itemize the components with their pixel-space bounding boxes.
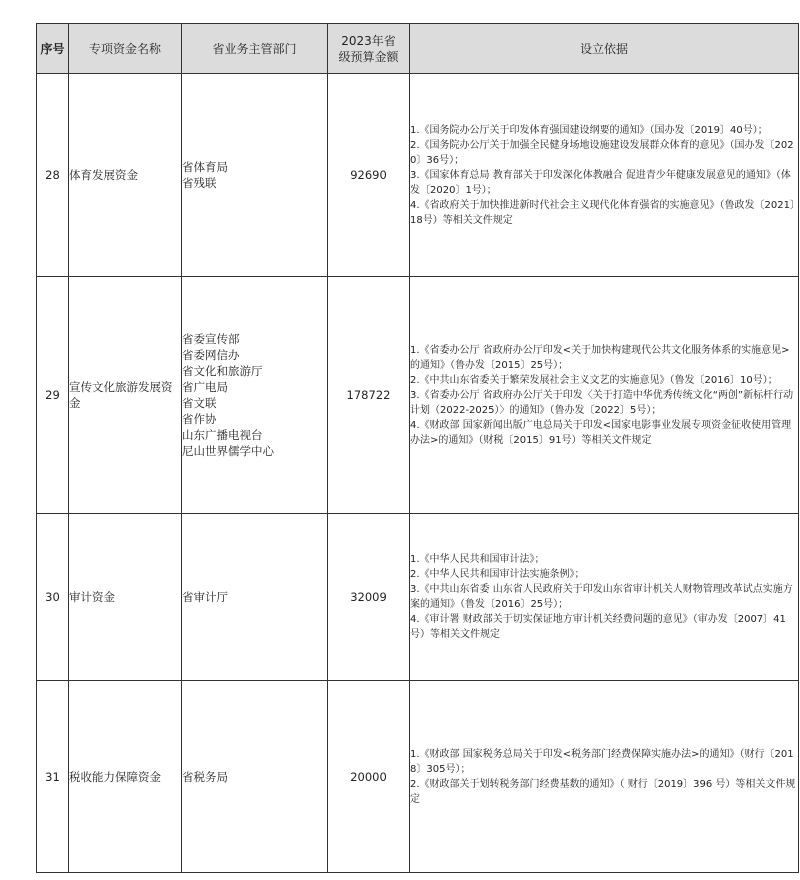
basis-line: 2.《中共山东省委关于繁荣发展社会主义文艺的实施意见》（鲁发〔2016〕10号）；: [410, 374, 778, 386]
row-amount: 32009: [328, 514, 410, 681]
department-line: 省残联: [182, 176, 217, 190]
row-departments: [182, 74, 328, 277]
table-row: [37, 277, 799, 514]
row-fund-name: 体育发展资金: [69, 74, 182, 277]
basis-line: 1.《财政部 国家税务总局关于印发<税务部门经费保障实施办法>的通知》（财行〔2018〕305号）；: [410, 748, 794, 775]
row-fund-name: 税收能力保障资金: [69, 681, 182, 873]
row-basis: [410, 681, 799, 873]
row-departments: [182, 277, 328, 514]
row-seq: 31: [37, 681, 69, 873]
basis-line: 4.《审计署 财政部关于切实保证地方审计机关经费问题的意见》（审办发〔2007〕41号）等相关文件规定: [410, 614, 786, 640]
row-amount: 92690: [328, 74, 410, 277]
row-fund-name: 宣传文化旅游发展资金: [69, 277, 182, 514]
basis-line: 1.《中华人民共和国审计法》；: [410, 554, 545, 565]
row-amount: 20000: [328, 681, 410, 873]
department-line: 省委网信办: [182, 348, 240, 362]
basis-line: 3.《中共山东省委 山东省人民政府关于印发山东省审计机关人财物管理改革试点实施方案的通知》（鲁发〔2016〕25号）；: [410, 584, 793, 610]
basis-line: 2.《中华人民共和国审计法实施条例》；: [410, 569, 585, 580]
basis-line: 1.《国务院办公厅关于印发体育强国建设纲要的通知》（国办发〔2019〕40号）；: [410, 124, 768, 136]
funds-table: [36, 23, 799, 873]
department-line: 省审计厅: [182, 590, 228, 604]
row-departments: [182, 681, 328, 873]
basis-line: 2.《财政部关于划转税务部门经费基数的通知》（ 财行〔2019〕396 号）等相关文件规定: [410, 778, 796, 805]
row-seq: 28: [37, 74, 69, 277]
basis-line: 1.《省委办公厅 省政府办公厅印发<关于加快构建现代公共文化服务体系的实施意见>的通知》（鲁办发〔2015〕25号）；: [410, 344, 790, 371]
basis-line: 3.《国家体育总局 教育部关于印发深化体教融合 促进青少年健康发展意见的通知》（体发〔2020〕1号）；: [410, 169, 791, 196]
header-seq: 序号: [37, 24, 69, 74]
department-line: 省广电局: [182, 380, 228, 394]
department-line: 省体育局: [182, 160, 228, 174]
header-department: 省业务主管部门: [182, 24, 328, 74]
department-line: 省税务局: [182, 769, 228, 784]
department-line: 尼山世界儒学中心: [182, 444, 274, 458]
row-amount: 178722: [328, 277, 410, 514]
table-row: [37, 514, 799, 681]
header-basis: 设立依据: [410, 24, 799, 74]
basis-line: 4.《省政府关于加快推进新时代社会主义现代化体育强省的实施意见》（鲁政发〔2021〕18号）等相关文件规定: [410, 199, 795, 226]
department-line: 省委宣传部: [182, 332, 240, 346]
department-line: 省文化和旅游厅: [182, 364, 263, 378]
row-basis: [410, 514, 799, 681]
basis-line: 3.《省委办公厅 省政府办公厅关于印发〈关于打造中华优秀传统文化“两创”新标杆行动计划（2022-2025）〉的通知》（鲁办发〔2022〕5号）；: [410, 389, 794, 416]
row-seq: 30: [37, 514, 69, 681]
department-line: 省作协: [182, 412, 217, 426]
row-basis: [410, 277, 799, 514]
basis-line: 2.《国务院办公厅关于加强全民健身场地设施建设发展群众体育的意见》（国办发〔2020〕36号）；: [410, 139, 794, 166]
header-fund-name: 专项资金名称: [69, 24, 182, 74]
row-fund-name: 审计资金: [69, 514, 182, 681]
row-basis: [410, 74, 799, 277]
row-seq: 29: [37, 277, 69, 514]
department-line: 省文联: [182, 396, 217, 410]
table-row: [37, 74, 799, 277]
header-budget-amount: 2023年省级预算金额: [328, 24, 410, 74]
header-row: [37, 24, 799, 74]
basis-line: 4.《财政部 国家新闻出版广电总局关于印发<国家电影事业发展专项资金征收使用管理办法>的通知》（财税〔2015〕91号）等相关文件规定: [410, 419, 792, 446]
table-row: [37, 681, 799, 873]
row-departments: [182, 514, 328, 681]
department-line: 山东广播电视台: [182, 428, 263, 442]
